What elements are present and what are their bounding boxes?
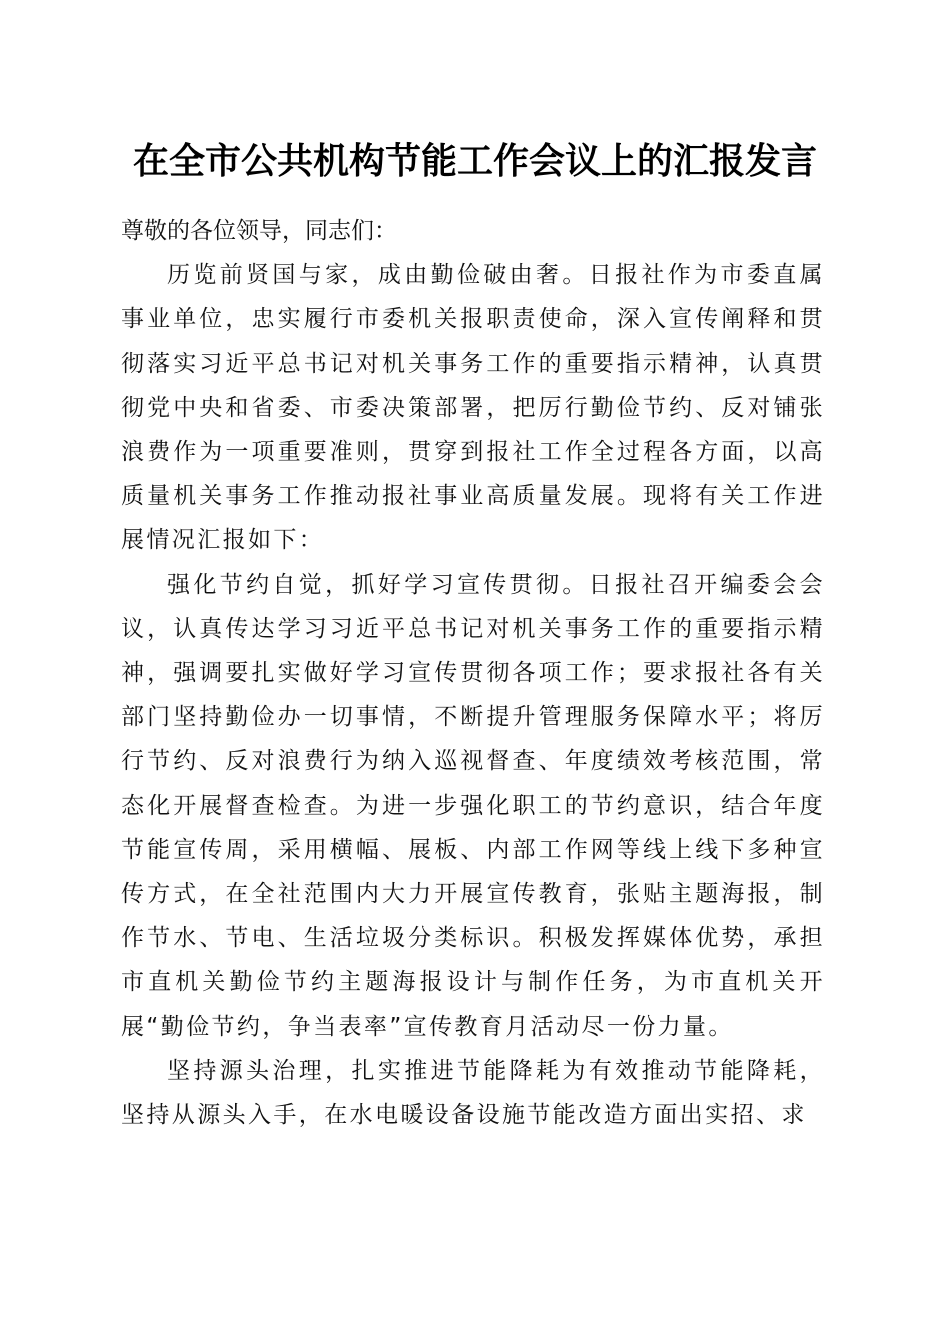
- paragraph-source-governance: 坚持源头治理，扎实推进节能降耗为有效推动节能降耗，坚持从源头入手，在水电暖设备设施节能改造方面出实招、求: [121, 1057, 825, 1129]
- paragraph-intro: 历览前贤国与家，成由勤俭破由奢。日报社作为市委直属事业单位，忠实履行市委机关报职责使命，深入宣传阐释和贯彻落实习近平总书记对机关事务工作的重要指示精神，认真贯彻党中央和省委、市委决策部署，把厉行勤俭节约、反对铺张浪费作为一项重要准则，贯穿到报社工作全过程各方面，以高质量机关事务工作推动报社事业高质量发展。现将有关工作进展情况汇报如下：: [121, 262, 825, 554]
- salutation: 尊敬的各位领导，同志们：: [121, 218, 397, 244]
- paragraph-study-publicity: 强化节约自觉，抓好学习宣传贯彻。日报社召开编委会会议，认真传达学习习近平总书记对机关事务工作的重要指示精神，强调要扎实做好学习宣传贯彻各项工作；要求报社各有关部门坚持勤俭办一切事情，不断提升管理服务保障水平；将厉行节约、反对浪费行为纳入巡视督查、年度绩效考核范围，常态化开展督查检查。为进一步强化职工的节约意识，结合年度节能宣传周，采用横幅、展板、内部工作网等线上线下多种宣传方式，在全社范围内大力开展宣传教育，张贴主题海报，制作节水、节电、生活垃圾分类标识。积极发挥媒体优势，承担市直机关勤俭节约主题海报设计与制作任务，为市直机关开展“勤俭节约，争当表率”宣传教育月活动尽一份力量。: [121, 571, 825, 1040]
- document-body: [121, 209, 825, 1137]
- page-title: 在全市公共机构节能工作会议上的汇报发言: [132, 140, 817, 182]
